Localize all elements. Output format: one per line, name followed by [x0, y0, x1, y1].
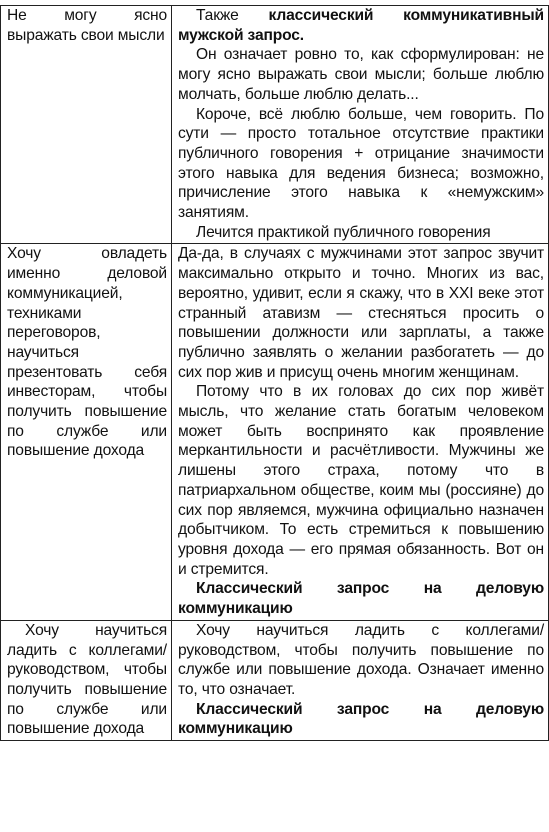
explanation-cell — [172, 620, 549, 740]
conclusion-text: Лечится практикой публичного говорения — [196, 223, 491, 241]
table-row — [1, 6, 549, 244]
table-row — [1, 620, 549, 740]
explanation-cell — [172, 6, 549, 244]
explanation-cell — [172, 244, 549, 620]
explanation-paragraph — [178, 6, 544, 45]
request-cell — [1, 6, 172, 244]
request-cell — [1, 244, 172, 620]
request-text: Хочу научиться ладить с коллегами/руководством, чтобы получить повышение по службе или повышение дохода — [7, 621, 167, 738]
explanation-paragraph: Хочу научиться ладить с коллегами/руководством, чтобы получить повышение по службе или повышение дохода. Означает именно то, что означает. — [178, 621, 544, 698]
explanation-paragraph: Короче, всё люблю больше, чем говорить. По сути — просто тотальное отсутствие практики публичного говорения + отрицание значимости этого навыка для ведения бизнеса; возможно, причисление этого навыка к «немужским» занятиям. — [178, 105, 544, 222]
request-cell — [1, 620, 172, 740]
conclusion-text: Классический запрос на деловую коммуникацию — [178, 700, 544, 738]
conclusion-text: Классический запрос на деловую коммуникацию — [178, 580, 544, 618]
request-text: Не могу ясно выражать свои мысли — [7, 7, 167, 44]
explanation-paragraph: Он означает ровно то, как сформулирован: не могу ясно выражать свои мысли; больше люблю молчать, больше люблю делать... — [178, 46, 544, 103]
bold-text: классический коммуникативный мужской запрос. — [178, 7, 544, 44]
requests-table — [0, 5, 549, 741]
table-row — [1, 244, 549, 620]
request-text: Хочу овладеть именно деловой коммуникацией, техниками переговоров, научиться презентовать себя инвесторам, чтобы получить повышение по службе или повышение дохода — [7, 245, 167, 460]
explanation-paragraph: Да-да, в случаях с мужчинами этот запрос звучит максимально открыто и точно. Многих из вас, вероятно, удивит, если я скажу, что в XXI веке этот странный атавизм — стесняться просить о повышении должности или зарплаты, а также публично заявлять о желании разбогатеть — до сих пор жив и присущ очень многим женщинам. — [178, 245, 544, 381]
lead-text: Также — [196, 7, 269, 24]
explanation-paragraph: Потому что в их головах до сих пор живёт мысль, что желание стать богатым человеком может быть воспринято как проявление меркантильности и расчётливости. Мужчины же лишены этого страха, потому что в патриархальном обществе, коим мы (россияне) до сих пор являемся, мужчина официально назначен добытчиком. То есть стремиться к повышению уровня дохода — его прямая обязанность. Вот он и стремится. — [178, 383, 544, 578]
